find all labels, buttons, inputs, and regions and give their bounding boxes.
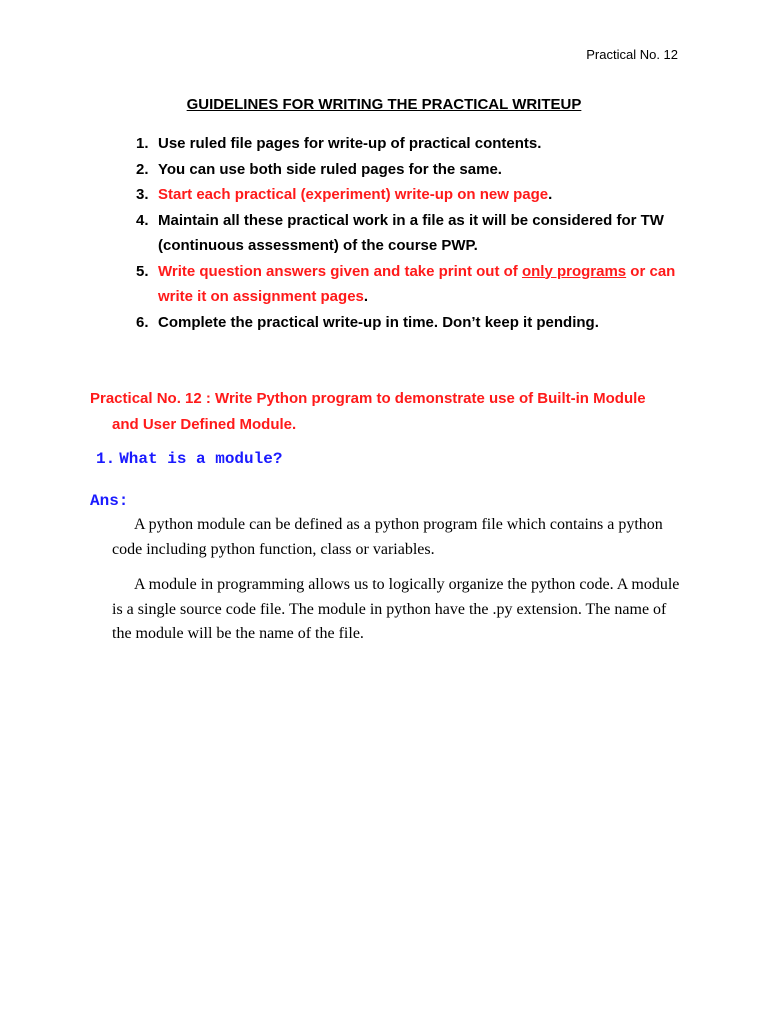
list-number: 1. — [136, 135, 149, 152]
list-number: 2. — [136, 160, 149, 178]
guideline-item — [136, 157, 696, 183]
guideline-text-highlight: or can write it on assignment pages — [158, 262, 676, 305]
guidelines-title: GUIDELINES FOR WRITING THE PRACTICAL WRITEUP — [186, 96, 582, 113]
list-number: 3. — [136, 186, 149, 203]
list-number: 6. — [136, 313, 149, 331]
guideline-item — [136, 259, 696, 310]
list-number: 5. — [136, 262, 149, 280]
question-number: 1. — [96, 450, 116, 468]
question-text: What is a module? — [119, 450, 283, 468]
answer-paragraph-text: A module in programming allows us to logically organize the python code. A module is a single source code file. The module in python have the .py extension. The name of the module will be the name of the file. — [112, 576, 680, 642]
answer-paragraph — [112, 573, 682, 647]
practical-heading-line2: and User Defined Module. — [112, 416, 297, 433]
guideline-text-highlight: Start each practical (experiment) write-up on new page — [158, 186, 549, 203]
answer-label: Ans: — [90, 492, 129, 510]
question-heading — [96, 450, 282, 468]
guideline-item — [136, 131, 696, 157]
guideline-text-highlight: Write question answers given and take print out of — [158, 262, 522, 280]
practical-heading — [90, 386, 690, 438]
answer-paragraph-text: A python module can be defined as a python program file which contains a python code including python function, class or variables. — [112, 516, 663, 558]
guidelines-list — [136, 131, 696, 335]
guideline-text-period: . — [548, 186, 553, 203]
guideline-text: Use ruled file pages for write-up of practical contents. — [158, 135, 542, 152]
guideline-text-period: . — [363, 288, 369, 305]
guideline-text: You can use both side ruled pages for the same. — [158, 160, 502, 178]
practical-number-header: Practical No. 12 — [586, 47, 678, 62]
guideline-item — [136, 208, 696, 259]
guideline-item — [136, 182, 696, 208]
guideline-text-underlined: only programs — [521, 262, 627, 280]
list-number: 4. — [136, 211, 149, 229]
answer-paragraph — [112, 513, 682, 562]
guideline-text: Complete the practical write-up in time. Don’t keep it pending. — [158, 313, 599, 331]
guideline-text: Maintain all these practical work in a file as it will be considered for TW (continuous assessment) of the course PWP. — [158, 211, 664, 254]
practical-heading-line1: Practical No. 12 : Write Python program to demonstrate use of Built-in Module — [90, 390, 646, 407]
guideline-item — [136, 310, 696, 336]
